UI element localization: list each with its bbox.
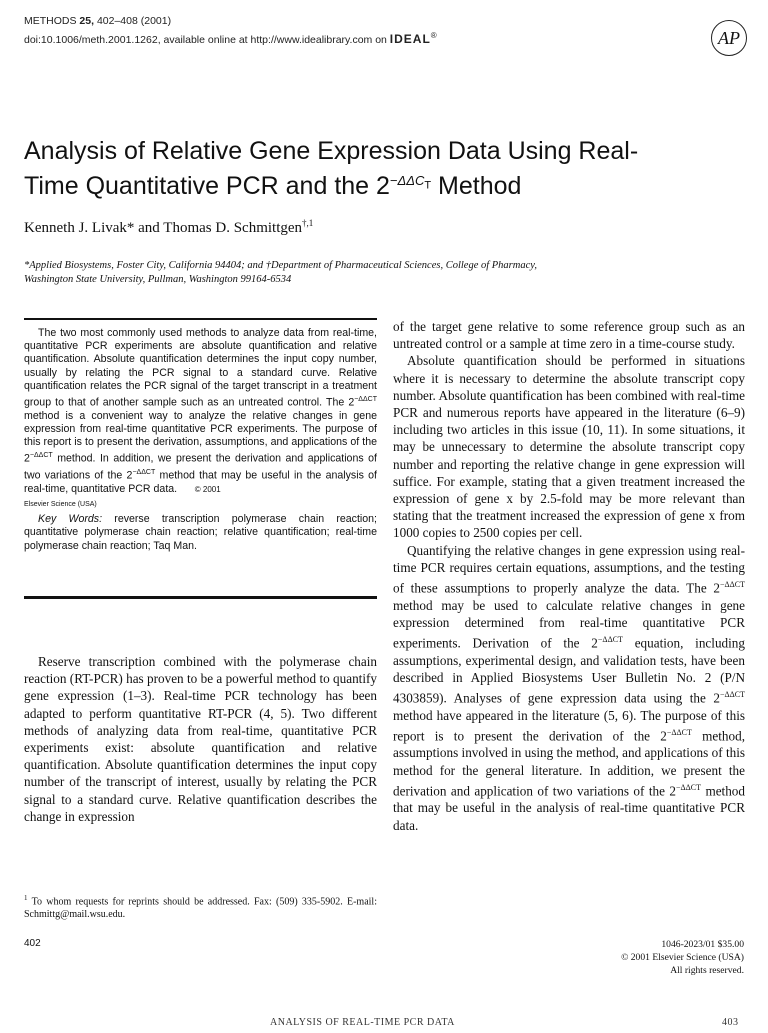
page-number: 402 [24, 938, 41, 949]
body-paragraph: Quantifying the relative changes in gene expression using real-time PCR requires certain equations, assumptions, and the testing of these assumptions to properly analyze the data. The $2^{-\Delta\Delta CT}$ method may be used to calculate relative changes in gene expression determined from real-time quantitative PCR experiments. Derivation of the $2^{-\Delta\Delta CT}$ equation, including assumptions, experimental design, and validation tests, have been described in Applied Biosystems User Bulletin No. 2 (P/N 4303859). Analyses of gene expression data using the $2^{-\Delta\Delta CT}$ method have appeared in the literature (5, 6). The purpose of this report is to present the derivation of the $2^{-\Delta\Delta CT}$ method, assumptions involved in using the method, and applications of this method for the general literature. In addition, we present the derivation and application of two variations of the $2^{-\Delta\Delta CT}$ method that may be useful in the analysis of real-time quantitative PCR data. [393, 542, 746, 833]
body-paragraph: of the target gene relative to some reference group such as an untreated control or a sample at time zero in a time-course study. [393, 319, 745, 352]
abstract-copyright: © 2001 [194, 484, 221, 494]
keywords-label: Key Words: [38, 513, 103, 526]
next-page-number: 403 [722, 1017, 739, 1028]
article-title [24, 136, 744, 201]
next-page-running-head [0, 1017, 768, 1033]
author-list: Kenneth J. Livak* and Thomas D. Schmittgen$^{\dagger,1}$ [24, 218, 314, 236]
journal-pages: 402–408 (2001) [96, 15, 172, 27]
body-paragraph: Absolute quantification should be performed in situations where it is necessary to determine the absolute transcript copy number. Absolute quantification has been combined with real-time PCR and numerous reports have appeared in the literature (6–9) including two articles in this issue (10, 11). In some situations, it may be unnecessary to determine the absolute transcript copy number and reporting the relative change in gene expression will suffice. For example, stating that a given treatment increased the expression of gene x by 2.5-fold may be more relevant than stating that the treatment increased the expression of gene x from 1000 copies to 2500 copies per cell. [393, 353, 745, 541]
body-right-column [393, 318, 745, 834]
running-head: ANALYSIS OF REAL-TIME PCR DATA [270, 1017, 455, 1028]
journal-volume: 25, [79, 15, 95, 27]
copyright-block: 1046-2023/01 $35.00 © 2001 Elsevier Science (USA) All rights reserved. [621, 939, 744, 976]
body-left-column [24, 653, 377, 825]
author-schmittgen: Thomas D. Schmittgen [163, 220, 303, 236]
author-livak: Kenneth J. Livak [24, 220, 127, 236]
elsevier-note: Elsevier Science (USA) [24, 501, 97, 509]
abstract-top-rule [24, 318, 377, 320]
keywords: Key Words: reverse transcription polymerase chain reaction; quantitative polymerase chain reaction; relative quantification; real-time polymerase chain reaction; Taq Man. [24, 513, 377, 552]
abstract-bottom-rule [24, 596, 377, 599]
abstract-text: The two most commonly used methods to analyze data from real-time, quantitative PCR experiments are absolute quantification and relative quantification. Absolute quantification determines the input copy number, usually by relating the PCR signal to a standard curve. Relative quantification relates the PCR signal of the target transcript in a treatment group to that of another sample such as an untreated control. The $2^{-\Delta\Delta CT}$ method is a convenient way to analyze the relative changes in gene expression from real-time quantitative PCR experiments. The purpose of this report is to present the derivation, assumptions, and applications of the $2^{-\Delta\Delta CT}$ method. In addition, we present the derivation and applications of two variations of the $2^{-\Delta\Delta CT}$ method that may be useful in the analysis of real-time, quantitative PCR data. © 2001 [24, 327, 378, 495]
doi-text: doi:10.1006/meth.2001.1262, available online at http://www.idealibrary.com on [24, 34, 387, 46]
abstract [24, 327, 377, 553]
journal-name: METHODS [24, 15, 77, 27]
body-paragraph: Reserve transcription combined with the polymerase chain reaction (RT-PCR) has proven to be a powerful method to quantify gene expression (1–3). Real-time PCR technology has been adapted to perform quantitative RT-PCR (4, 5). Two different methods of analyzing data from real-time, quantitative PCR experiments exist: absolute quantification and relative quantification. Absolute quantification determines the input copy number of the transcript of interest, usually by relating the PCR signal to a standard curve. Relative quantification describes the change in expression [24, 654, 377, 824]
ap-publisher-logo: AP [711, 20, 747, 56]
title-line-2: Time Quantitative PCR and the $2^{-\Delta\Delta C_T}$ Method [24, 172, 522, 201]
title-line-1: Analysis of Relative Gene Expression Data Using Real- [24, 137, 639, 165]
doi-line [24, 31, 438, 46]
journal-citation [24, 15, 171, 27]
ideal-logo: IDEAL® [389, 31, 438, 46]
affiliations: *Applied Biosystems, Foster City, California 94404; and †Department of Pharmaceutical Sciences, College of Pharmacy, Washington State University, Pullman, Washington 99164-6534 [24, 260, 537, 285]
footnote: $^1$ To whom requests for reprints should be addressed. Fax: (509) 335-5902. E-mail: Schmittg@mail.wsu.edu. [24, 894, 377, 921]
